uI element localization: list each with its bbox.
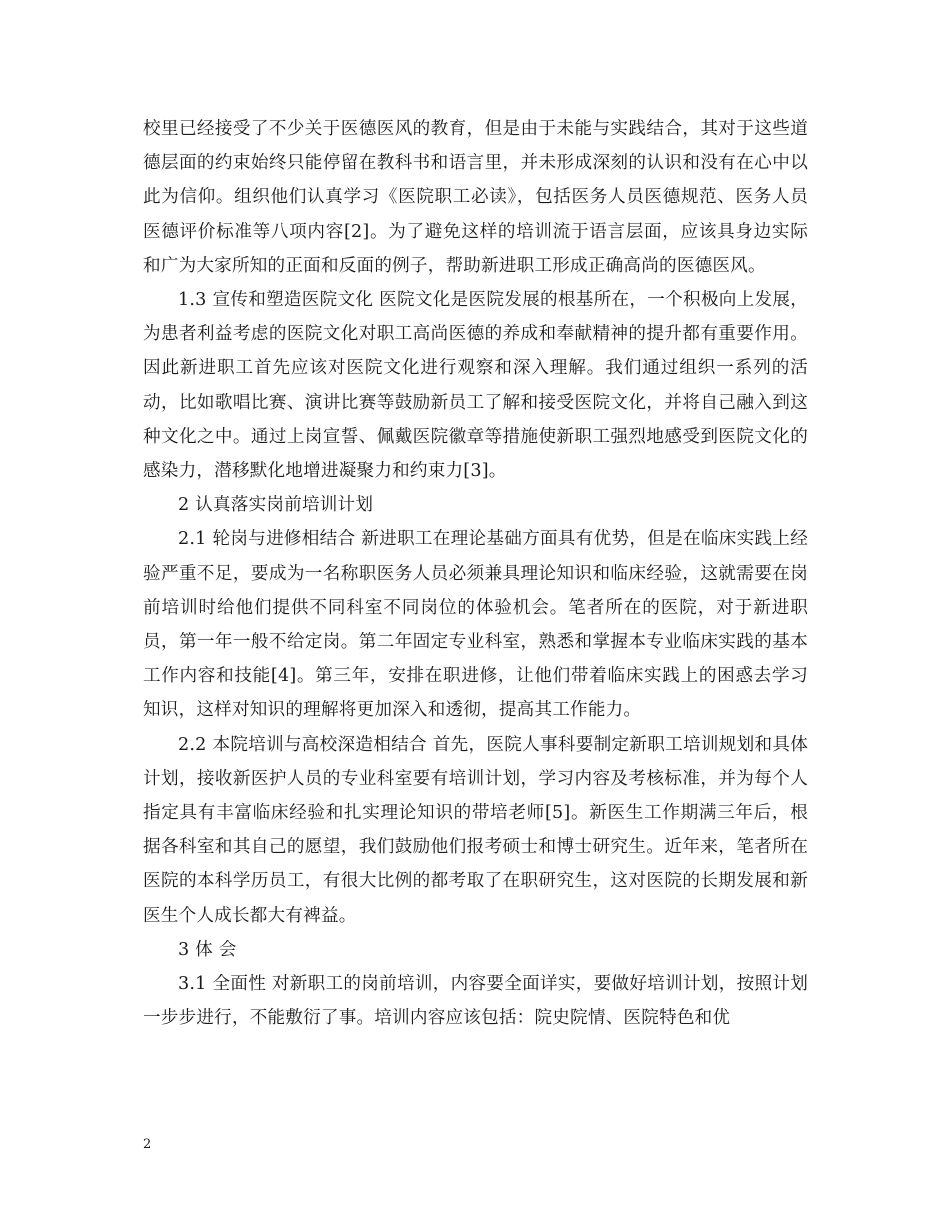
paragraph-section-2-1: 2.1 轮岗与进修相结合 新进职工在理论基础方面具有优势，但是在临床实践上经验严重不足，要成为一名称职医务人员必须兼具理论知识和临床经验，这就需要在岗前培训时给他们提供不同科室不同岗位的体验机会。笔者所在的医院，对于新进职员，第一年一般不给定岗。第二年固定专业科室，熟悉和掌握本专业临床实践的基本工作内容和技能[4]。第三年，安排在职进修，让他们带着临床实践上的困惑去学习知识，这样对知识的理解将更加深入和透彻，提高其工作能力。 bbox=[143, 529, 808, 721]
paragraph-section-2-2: 2.2 本院培训与高校深造相结合 首先，医院人事科要制定新职工培训规划和具体计划，接收新医护人员的专业科室要有培训计划，学习内容及考核标准，并为每个人指定具有丰富临床经验和扎实理论知识的带培老师[5]。新医生工作期满三年后，根据各科室和其自己的愿望，我们鼓励他们报考硕士和博士研究生。近年来，笔者所在医院的本科学历员工，有很大比例的都考取了在职研究生，这对医院的长期发展和新医生个人成长都大有裨益。 bbox=[143, 734, 808, 926]
document-body bbox=[143, 112, 808, 1035]
paragraph-continuation: 校里已经接受了不少关于医德医风的教育，但是由于未能与实践结合，其对于这些道德层面的约束始终只能停留在教科书和语言里，并未形成深刻的认识和没有在心中以此为信仰。组织他们认真学习《医院职工必读》，包括医务人员医德规范、医务人员医德评价标准等八项内容[2]。为了避免这样的培训流于语言层面，应该具身边实际和广为大家所知的正面和反面的例子，帮助新进职工形成正确高尚的医德医风。 bbox=[143, 119, 808, 276]
paragraph-section-3-1: 3.1 全面性 对新职工的岗前培训，内容要全面详实，要做好培训计划，按照计划一步步进行，不能敷衍了事。培训内容应该包括：院史院情、医院特色和优 bbox=[143, 974, 808, 1029]
page-number: 2 bbox=[143, 1137, 152, 1152]
heading-section-3: 3 体 会 bbox=[178, 939, 237, 960]
heading-section-2: 2 认真落实岗前培训计划 bbox=[178, 495, 374, 516]
paragraph-section-1-3: 1.3 宣传和塑造医院文化 医院文化是医院发展的根基所在，一个积极向上发展，为患者利益考虑的医院文化对职工高尚医德的养成和奉献精神的提升都有重要作用。因此新进职工首先应该对医院文化进行观察和深入理解。我们通过组织一系列的活动，比如歌唱比赛、演讲比赛等鼓励新员工了解和接受医院文化，并将自己融入到这种文化之中。通过上岗宣誓、佩戴医院徽章等措施使新职工强烈地感受到医院文化的感染力，潜移默化地增进凝聚力和约束力[3]。 bbox=[143, 290, 808, 482]
